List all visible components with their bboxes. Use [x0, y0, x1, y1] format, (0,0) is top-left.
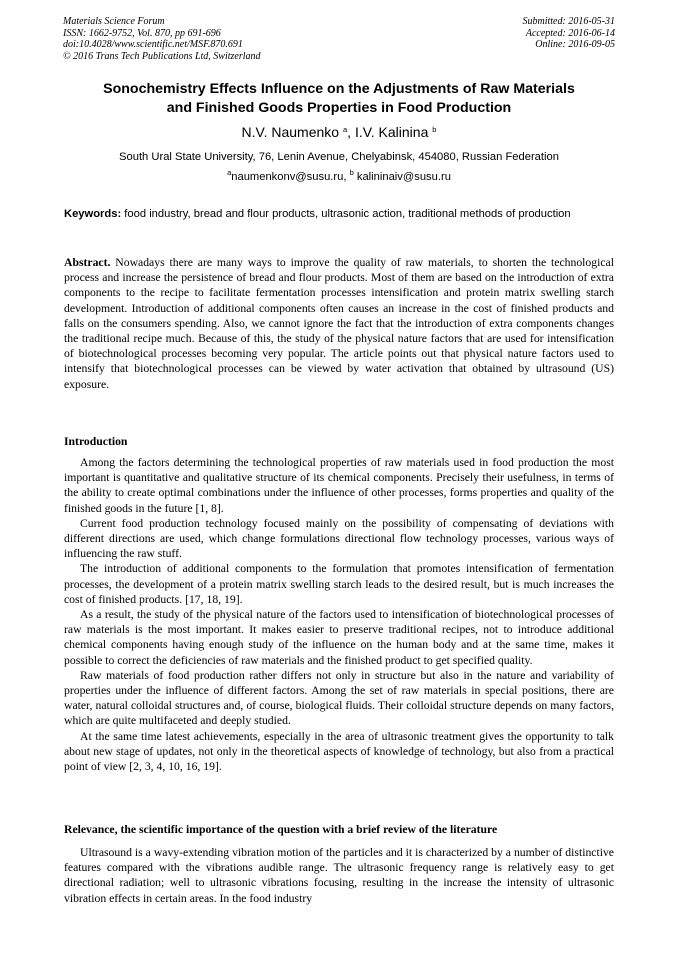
paragraph: The introduction of additional components to the formulation that promotes intensification of fermentation processes, the development of a protein matrix swelling starch leads to the desired result, but is much increases the cost of finished products. [17, 18, 19].: [64, 562, 614, 606]
paragraph: As a result, the study of the physical nature of the factors used to intensification of biotechnological processes of raw materials is the most important. It makes easier to preserve traditional recipes, not to introduce additional chemical components having enough study of the influence on the human body and at the same time, makes it possible to correct the deficiencies of raw materials and the finished product to get specified quality.: [64, 608, 614, 667]
abstract-text: Nowadays there are many ways to improve the quality of raw materials, to shorten the technological process and increase the persistence of bread and flour products. Most of them are based on the introduction of extra components to the recipe to facilitate fermentation processes intensification and protein matrix swelling starch development. Introduction of additional components often causes an increase in the cost of finished products and falls on the consumers spending. Also, we cannot ignore the fact that the introduction of extra components changes the traditional recipe much. Because of this, the study of the physical nature factors that are used for intensification of biotechnological processes becoming very popular. The article points out that physical nature factors used to intensify that biotechnological processes can be viewed by water activation that obtained by ultrasound (US) exposure.: [64, 256, 614, 391]
journal-info: [63, 16, 261, 62]
email-a-mark: a: [227, 168, 232, 177]
paper-title: [40, 80, 638, 118]
submission-dates: [523, 16, 616, 51]
author-1: N.V. Naumenko: [241, 124, 340, 140]
title-line-2: and Finished Goods Properties in Food Production: [166, 100, 512, 116]
email-a: naumenkonv@susu.ru,: [231, 171, 350, 183]
author-2: I.V. Kalinina: [354, 124, 429, 140]
keywords-text: food industry, bread and flour products, ultrasonic action, traditional methods of production: [121, 208, 571, 220]
relevance-body: [64, 845, 614, 906]
online-date: Online: 2016-09-05: [535, 39, 615, 50]
accepted-date: Accepted: 2016-06-14: [525, 27, 615, 39]
author-separator: ,: [347, 124, 355, 140]
keywords-label: Keywords:: [64, 208, 122, 220]
author-2-affil-mark: b: [432, 125, 437, 134]
paragraph: Ultrasound is a wavy-extending vibration motion of the particles and it is characterized by a number of distinctive features compared with the vibrations audible range. The ultrasonic frequency range is relatively easy to get directional radiation; well to ultrasonic vibrations focusing, resulting in the increase the intensity of ultrasonic vibration effects in certain areas. In the food industry: [64, 846, 614, 905]
paragraph: Among the factors determining the technological properties of raw materials used in food production the most important is quantitative and qualitative structure of its chemical components. Precisely their usefulness, in terms of the ability to create optimal combinations under the influence of other processes, forms properties and quality of the finished goods in the future [1, 8].: [64, 456, 614, 515]
doi-line: doi:10.4028/www.scientific.net/MSF.870.691: [63, 39, 243, 50]
abstract: [64, 255, 614, 392]
author-emails: [0, 170, 678, 184]
issn-line: ISSN: 1662-9752, Vol. 870, pp 691-696: [63, 27, 221, 39]
section-heading-relevance: Relevance, the scientific importance of the question with a brief review of the literature: [64, 823, 498, 836]
abstract-paragraph: [64, 255, 614, 392]
keywords: [64, 207, 614, 221]
copyright-line: © 2016 Trans Tech Publications Ltd, Switzerland: [63, 50, 261, 62]
paragraph: At the same time latest achievements, especially in the area of ultrasonic treatment gives the opportunity to talk about new stage of updates, not only in the theoretical aspects of knowledge of technology, but also from a practical point of view [2, 3, 4, 10, 16, 19].: [64, 729, 614, 774]
section-heading-introduction: Introduction: [64, 435, 128, 448]
paragraph: Raw materials of food production rather differs not only in structure but also in the nature and variability of properties under the influence of different factors. Among the set of raw materials in special positions, there are water, natural colloidal structures and, of course, biological fluids. Their colloidal structure depends on many factors, which are quite multifaceted and deeply studied.: [64, 668, 614, 728]
submitted-date: Submitted: 2016-05-31: [522, 16, 615, 27]
title-line-1: Sonochemistry Effects Influence on the Adjustments of Raw Materials: [103, 81, 575, 97]
email-b-mark: b: [349, 168, 354, 177]
journal-name: Materials Science Forum: [63, 16, 165, 27]
introduction-body: [64, 455, 614, 774]
paragraph: Current food production technology focused mainly on the possibility of compensating of deviations with different directions are used, which change formulations directional flow technology processes, various ways of influencing the raw stuff.: [64, 516, 614, 561]
email-b: kalininaiv@susu.ru: [353, 171, 451, 183]
author-1-affil-mark: a: [342, 125, 348, 134]
abstract-label: Abstract.: [64, 256, 111, 269]
affiliation: South Ural State University, 76, Lenin Avenue, Chelyabinsk, 454080, Russian Federation: [119, 151, 559, 163]
author-list: [0, 123, 678, 141]
